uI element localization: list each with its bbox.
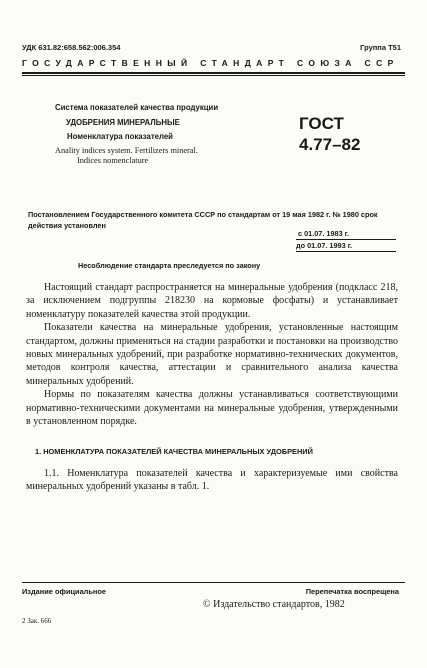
decree-text: Постановлением Государственного комитета СССР по стандартам от 19 мая 1982 г. № 1980 срок действия установлен	[28, 210, 378, 230]
validity-from-underline	[296, 239, 396, 240]
gost-number: 4.77–82	[299, 135, 361, 154]
nomenclature-title: Номенклатура показателей	[67, 132, 173, 141]
udk-code: УДК 631.82:658.562:006.354	[22, 43, 121, 52]
paragraph-application: Показатели качества на минеральные удобрения, установленные настоящим стандартом, должны применяться на стадии разработки и постановки на производство новых минеральных удобрений, при разработке нормативно-технических документов, методов контроля качества, аттестации и сравнительного анализа качества минеральных удобрений.	[26, 322, 398, 387]
system-title: Система показателей качества продукции	[55, 103, 219, 112]
section-1-title: 1. НОМЕНКЛАТУРА ПОКАЗАТЕЛЕЙ КАЧЕСТВА МИНЕРАЛЬНЫХ УДОБРЕНИЙ	[35, 447, 313, 456]
noncompliance-note: Несоблюдение стандарта преследуется по закону	[78, 261, 261, 270]
intro-paragraphs	[26, 281, 398, 428]
page-order-note: 2 Зак. 666	[22, 617, 52, 625]
english-title-line1: Anality indices system. Fertilizers mineral.	[55, 146, 198, 155]
group-code: Группа Т51	[360, 43, 401, 52]
validity-to-underline	[296, 251, 396, 252]
english-title-line2: Indices nomenclature	[77, 156, 149, 165]
validity-from: с 01.07. 1983 г.	[298, 229, 349, 238]
header-rule-thick	[22, 72, 405, 74]
official-edition: Издание официальное	[22, 587, 107, 596]
subject-title: УДОБРЕНИЯ МИНЕРАЛЬНЫЕ	[66, 118, 180, 127]
paragraph-scope: Настоящий стандарт распространяется на минеральные удобрения (подкласс 218, за исключением подгруппы 218230 на кормовые фосфаты) и устанавливает номенклатуру показателей качества этой продукции.	[26, 282, 398, 320]
gost-label: ГОСТ	[299, 114, 344, 133]
validity-to: до 01.07. 1993 г.	[296, 241, 353, 250]
paragraph-norms: Нормы по показателям качества должны устанавливаться соответствующими нормативно-техническими документами на минеральные удобрения, утвержденными в установленном порядке.	[26, 389, 398, 428]
state-standard-heading: ГОСУДАРСТВЕННЫЙ СТАНДАРТ СОЮЗА ССР	[22, 58, 399, 68]
gost-designation	[299, 113, 360, 155]
header-rule-thin	[22, 75, 405, 76]
paragraph-1-1: 1.1. Номенклатура показателей качества и характеризуемые ими свойства минеральных удобрений указаны в табл. 1.	[26, 468, 398, 493]
title-block	[55, 103, 285, 166]
reprint-prohibited: Перепечатка воспрещена	[305, 587, 399, 596]
section-1-body	[26, 467, 398, 494]
footer-rule	[22, 582, 405, 583]
copyright: © Издательство стандартов, 1982	[203, 599, 345, 610]
